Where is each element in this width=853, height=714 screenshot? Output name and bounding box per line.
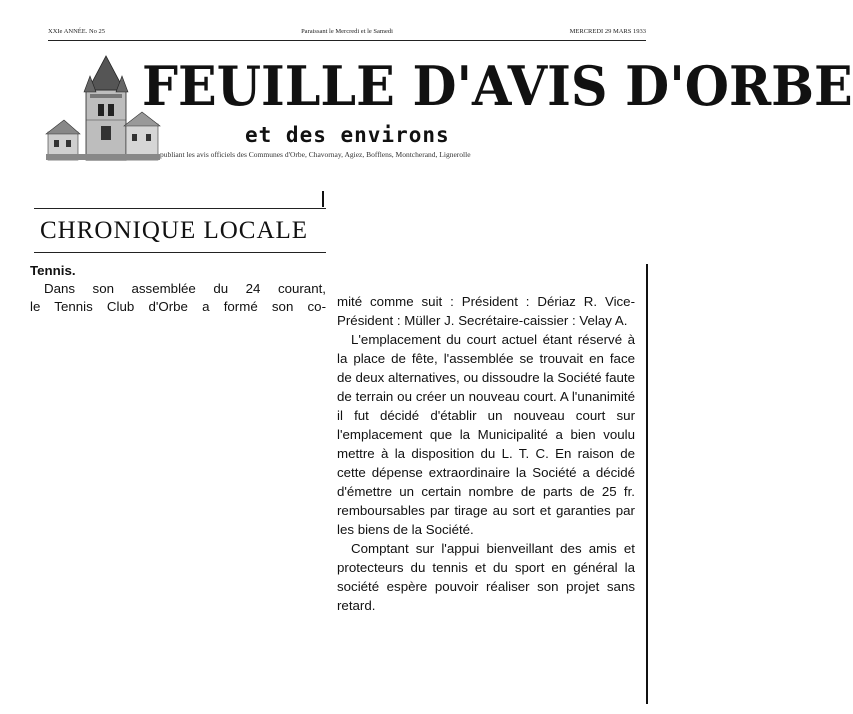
publication-note: publiant les avis officiels des Communes d'Orbe, Chavornay, Agiez, Bofflens, Montcherand, Lignerolle [160,150,471,159]
column-rule [646,264,648,704]
article-left-column [30,262,326,316]
section-rule-bottom [34,252,326,253]
article-paragraph: L'emplacement du court actuel étant réservé à la place de fête, l'assemblée se trouvait en face de deux alternatives, ou dissoudre la Société faute de terrain ou créer un nouveau court. A l'unanimité il fut décidé d'établir un nouveau court sur l'emplacement que la Municipalité a bien voulu mettre à la disposition du L. T. C. En raison de cette dépense extraordinaire la Société a décidé d'émettre un certain nombre de parts de 25 fr. remboursables par tirage au sort et garanties par les biens de la Société. [337,332,635,537]
article-paragraph: mité comme suit : Président : Dériaz R. Vice-Président : Müller J. Secrétaire-caissier : Velay A. [337,294,635,328]
article-paragraph: Comptant sur l'appui bienveillant des amis et protecteurs du tennis et du sport en général la société espère pouvoir réaliser son projet sans retard. [337,541,635,613]
issue-date: MERCREDI 29 MARS 1933 [569,28,646,35]
newspaper-masthead [0,0,853,160]
masthead-rule [48,40,646,41]
article-right-column [337,292,635,615]
newspaper-subtitle: et des environs [245,123,450,147]
issue-line [48,28,646,38]
issue-number: XXIe ANNÉE. No 25 [48,28,106,35]
article-heading: Tennis. [30,263,76,278]
article-line: Dans son assemblée du 24 courant, [44,281,326,296]
column-marker [322,191,324,207]
section-title: CHRONIQUE LOCALE [40,217,309,244]
article-line: le Tennis Club d'Orbe a formé son co- [30,299,326,314]
publication-frequency: Paraissant le Mercredi et le Samedi [301,28,393,35]
section-rule-top [34,208,326,209]
newspaper-title: FEUILLE D'AVIS D'ORBE [142,54,853,118]
